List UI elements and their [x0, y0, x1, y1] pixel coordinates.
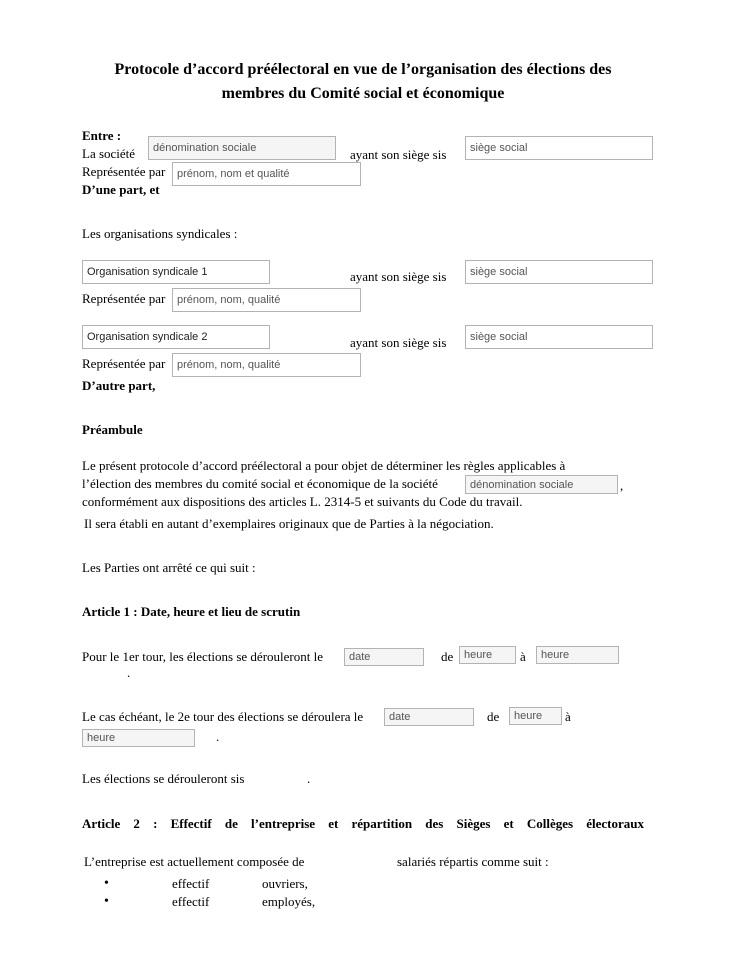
- tour-1-period: .: [127, 665, 131, 680]
- repartis-text: salariés répartis comme suit :: [397, 854, 549, 869]
- preambule-line-3: conformément aux dispositions des articles L. 2314-5 et suivants du Code du travail.: [82, 494, 523, 509]
- dune-part-label: D’une part, et: [82, 182, 160, 197]
- entre-label: Entre :: [82, 128, 122, 143]
- tour-1-de-label: de: [441, 649, 454, 664]
- org-syndicale-1-field[interactable]: [82, 260, 270, 284]
- title-line-1: Protocole d’accord préélectoral en vue de l’organisation des élections des: [114, 61, 612, 78]
- list-item-category: ouvriers,: [262, 876, 308, 891]
- preambule-line-1: Le présent protocole d’accord préélectoral a pour objet de déterminer les règles applicables à: [82, 458, 566, 473]
- representee-par-label-3: Représentée par: [82, 356, 166, 371]
- tour-2-date-field[interactable]: [384, 708, 474, 726]
- lieu-period: .: [307, 771, 311, 786]
- societe-name-field[interactable]: [148, 136, 336, 160]
- tour-1-a-label: à: [520, 649, 526, 664]
- preambule-societe-field[interactable]: [465, 475, 618, 494]
- representant-org1-field[interactable]: [172, 288, 361, 312]
- orgs-label: Les organisations syndicales :: [82, 226, 238, 241]
- title-line-2: membres du Comité social et économique: [221, 85, 505, 102]
- list-item-effectif: effectif: [172, 876, 210, 891]
- tour-2-heure-fin-field[interactable]: [82, 729, 195, 747]
- article-2-heading: Article 2 : Effectif de l’entreprise et répartition des Sièges et Collèges électoraux: [82, 816, 644, 831]
- article-1-heading: Article 1 : Date, heure et lieu de scrutin: [82, 604, 301, 619]
- tour-2-text: Le cas échéant, le 2e tour des élections se déroulera le: [82, 709, 364, 724]
- tour-1-text: Pour le 1er tour, les élections se dérouleront le: [82, 649, 323, 664]
- list-item-category: employés,: [262, 894, 316, 909]
- tour-2-a-label: à: [565, 709, 571, 724]
- tour-2-de-label: de: [487, 709, 500, 724]
- tour-1-heure-debut-field[interactable]: [459, 646, 516, 664]
- siege-label-3: ayant son siège sis: [350, 335, 447, 350]
- tour-1-date-field[interactable]: [344, 648, 424, 666]
- lieu-text: Les élections se dérouleront sis: [82, 771, 245, 786]
- representant-org2-field[interactable]: [172, 353, 361, 377]
- composee-text: L’entreprise est actuellement composée de: [84, 854, 305, 869]
- list-item-effectif: effectif: [172, 894, 210, 909]
- preambule-line-2: l’élection des membres du comité social et économique de la société: [82, 476, 438, 491]
- representant-societe-field[interactable]: [172, 162, 361, 186]
- arrete-text: Les Parties ont arrêté ce qui suit :: [82, 560, 256, 575]
- representee-par-label-2: Représentée par: [82, 291, 166, 306]
- tour-2-heure-debut-field[interactable]: [509, 707, 562, 725]
- representee-par-label-1: Représentée par: [82, 164, 166, 179]
- bullet-icon: •: [104, 876, 109, 891]
- preambule-heading: Préambule: [82, 422, 143, 437]
- siege-label-1: ayant son siège sis: [350, 147, 447, 162]
- siege-social-field-1[interactable]: [465, 136, 653, 160]
- dautre-part-label: D’autre part,: [82, 378, 156, 393]
- org-syndicale-2-field[interactable]: [82, 325, 270, 349]
- siege-social-field-2[interactable]: [465, 260, 653, 284]
- document-title: [60, 58, 666, 106]
- siege-label-2: ayant son siège sis: [350, 269, 447, 284]
- tour-2-period: .: [216, 729, 220, 744]
- tour-1-heure-fin-field[interactable]: [536, 646, 619, 664]
- preambule-line-4: Il sera établi en autant d’exemplaires originaux que de Parties à la négociation.: [84, 516, 494, 531]
- bullet-icon: •: [104, 894, 109, 909]
- preambule-comma: ,: [620, 478, 624, 493]
- siege-social-field-3[interactable]: [465, 325, 653, 349]
- la-societe-label: La société: [82, 146, 136, 161]
